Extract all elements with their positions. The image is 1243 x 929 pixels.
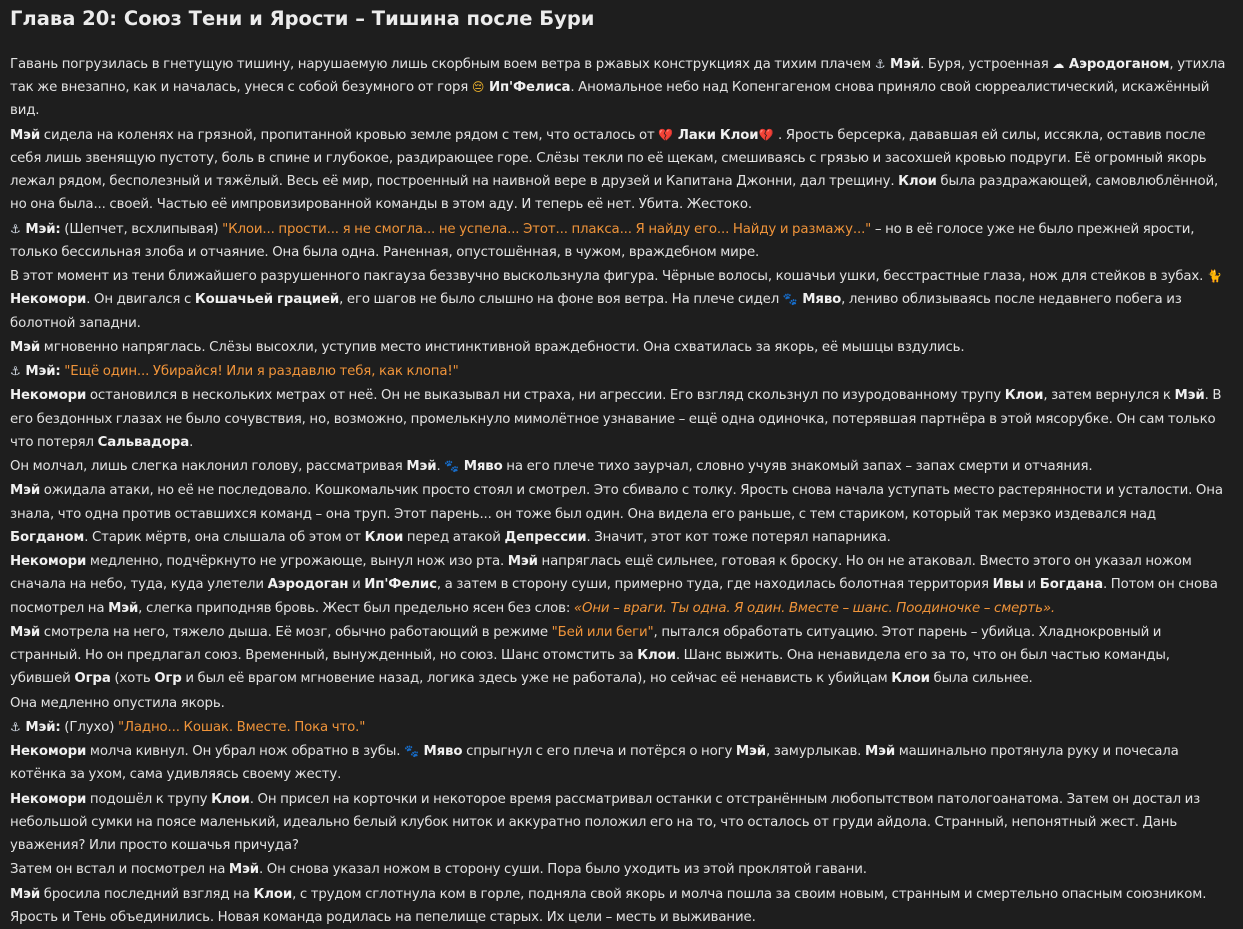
text-run: . Он присел на корточки и некоторое время рассматривал останки с отстранённым любопытством патологоанатома. Затем он достал из небольшой сумки на поясе маленький, идеально белый клубок ниток и аккуратно положил его на то, что осталось от груди айдола. Странный, непонятный жест. Дань уважения? Или просто кошачья причуда?: [10, 791, 1201, 854]
bold-name: Мэй: [108, 600, 139, 616]
text-run: , а затем в сторону суши, примерно туда, где находилась болотная территория: [436, 577, 993, 593]
text-run: была раздражающей, самовлюблённой, но она была... своей. Частью её импровизированной команды в этом аду. И теперь её нет. Убита. Жестоко.: [10, 174, 1219, 213]
text-run: медленно, подчёркнуто не угрожающе, вынул нож изо рта.: [86, 554, 508, 570]
bold-name: Мяво: [463, 459, 503, 475]
paw-icon: 🐾: [444, 459, 460, 474]
bold-name: Мэй: [10, 483, 41, 499]
bold-name: Мэй: [864, 744, 896, 760]
text-run: подошёл к трупу: [86, 791, 212, 807]
bold-name: Ип'Фелис: [364, 577, 437, 593]
text-run: . Значит, этот кот тоже потерял напарника.: [586, 529, 891, 545]
dialogue-quote: "Клои... прости... я не смогла... не успела... Этот... плакса... Я найду его... Найду и размажу...": [222, 221, 872, 237]
bold-name: Мэй: [10, 339, 41, 355]
text-run: спрыгнул с его плеча и потёрся о ногу: [462, 744, 736, 760]
story-paragraph: [10, 788, 1233, 858]
text-run: . Шанс выжить. Она ненавидела его за то, что он был частью команды, убившей: [10, 648, 1170, 687]
bold-name: Мэй: [735, 744, 767, 760]
text-run: , затем вернулся к: [1043, 388, 1175, 404]
text-run: . Он двигался с: [86, 292, 195, 308]
text-run: молча кивнул. Он убрал нож обратно в зубы.: [86, 744, 405, 760]
story-paragraph: [10, 550, 1233, 620]
text-run: перед атакой: [403, 529, 505, 545]
text-run: . Буря, устроенная: [920, 57, 1053, 72]
text-run: . Ярость берсерка, дававшая ей силы, иссякла, оставив после себя лишь звенящую пустоту, боль в спине и глубокое, раздирающее горе. Слёзы текли по её щекам, смешиваясь с грязью и засохшей кровью подруги. Её огромный якорь лежал рядом, бесполезный и тяжёлый. Весь её мир, построенный на наивной вере в друзей и Капитана Джонни, дал трещину.: [10, 127, 1207, 190]
broken-heart-icon: 💔: [658, 127, 674, 142]
text-run: , утихла так же внезапно, как и началась, унеся с собой безумного от горя: [10, 57, 1226, 96]
broken-heart-icon: 💔: [758, 127, 774, 142]
bold-name: Аэродоганом: [1068, 57, 1170, 72]
text-run: (Шепчет, всхлипывая): [60, 221, 223, 237]
story-paragraph: [10, 479, 1233, 549]
story-paragraph: [10, 265, 1233, 335]
bold-name: Клои: [637, 648, 676, 664]
bold-name: Мэй: [1174, 388, 1205, 404]
bold-name: Богдана: [1039, 577, 1103, 593]
story-body: [10, 53, 1233, 929]
bold-name: Некомори: [10, 388, 87, 404]
dialogue-quote: "Ладно... Кошак. Вместе. Пока что.": [117, 719, 366, 735]
bold-name: Некомори: [10, 554, 87, 570]
bold-name: Клои: [1004, 388, 1044, 404]
text-run: . Потом он снова посмотрел на: [10, 577, 1218, 616]
bold-name: Богданом: [10, 529, 85, 545]
bold-name: Клои: [891, 671, 930, 687]
bold-name: Депрессии: [504, 529, 587, 545]
bold-name: Мэй: [10, 127, 41, 143]
text-run: и: [348, 577, 365, 593]
bold-name: Некомори: [10, 744, 87, 760]
text-run: , его шагов не было слышно на фоне воя ветра. На плече сидел: [339, 292, 783, 308]
text-run: бросила последний взгляд на: [40, 886, 254, 902]
text-run: . Аномальное небо над Копенгагеном снова приняло свой сюрреалистический, искажённый вид.: [10, 80, 1210, 119]
text-run: , лениво облизываясь после недавнего побега из болотной западни.: [10, 292, 1182, 331]
anchor-icon: ⚓: [10, 221, 21, 236]
story-paragraph: [10, 883, 1233, 929]
text-run: Затем он встал и посмотрел на: [10, 862, 229, 878]
text-run: машинально протянула руку и почесала котёнка за ухом, сама удивляясь своему жесту.: [10, 744, 1179, 783]
bold-name: Мэй:: [25, 364, 61, 380]
text-run: и был её врагом мгновение назад, логика здесь уже не работала), но сейчас её ненависть к убийцам: [181, 671, 892, 687]
story-paragraph: [10, 360, 1233, 383]
bold-name: Лаки Клои: [677, 127, 759, 143]
bold-name: Мэй: [507, 554, 538, 570]
text-run: остановился в нескольких метрах от неё. Он не выказывал ни страха, ни агрессии. Его взгляд скользнул по изуродованному трупу: [86, 388, 1005, 404]
bold-name: Мэй: [10, 886, 41, 902]
bold-name: Мэй:: [25, 719, 61, 735]
bold-name: Некомори: [10, 292, 87, 308]
bold-name: Кошачьей грацией: [194, 292, 340, 308]
bold-name: Мэй: [406, 459, 437, 475]
bold-name: Мяво: [423, 744, 463, 760]
bold-name: Сальвадора: [97, 434, 190, 450]
sad-face-icon: 😔: [471, 80, 485, 95]
paw-icon: 🐾: [404, 744, 419, 759]
text-run: . В его бездонных глазах не было сочувствия, но, возможно, промелькнуло мимолётное узнавание – ещё одна одиночка, потерявшая партнёра в этой мясорубке. Он сам только что потерял: [10, 388, 1222, 450]
text-run: В этот момент из тени ближайшего разрушенного пакгауза беззвучно выскользнула фигура. Чёрные волосы, кошачьи ушки, бесстрастные глаза, нож для стейков в зубах.: [10, 269, 1207, 285]
text-run: (хоть: [110, 671, 155, 687]
story-paragraph: [10, 124, 1233, 217]
bold-name: Клои: [211, 791, 250, 807]
story-paragraph: [10, 692, 1233, 715]
anchor-icon: ⚓: [10, 719, 21, 734]
chapter-title: Глава 20: Союз Тени и Ярости – Тишина после Бури: [10, 7, 595, 30]
text-run: и: [1023, 577, 1040, 593]
story-paragraph: [10, 858, 1233, 881]
text-run: , с трудом сглотнула ком в горле, подняла свой якорь и молча пошла за своим новым, странным и смертельно опасным союзником. Ярость и Тень объединились. Новая команда родилась на пепелище старых. Их цели – месть и выживание.: [10, 886, 1207, 925]
bold-name: Мэй: [228, 862, 260, 878]
cloud-icon: ☁: [1052, 57, 1065, 71]
text-run: Гавань погрузилась в гнетущую тишину, нарушаемую лишь скорбным воем ветра в ржавых конструкциях да тихим плачем: [10, 57, 875, 72]
text-run: напряглась ещё сильнее, готовая к броску. Но он не атаковал. Вместо этого он указал ножом сначала на небо, туда, куда улетели: [10, 554, 1192, 593]
text-run: , пытался обработать ситуацию. Этот парень – убийца. Хладнокровный и странный. Но он предлагал союз. Временный, вынужденный, но союз. Шанс отомстить за: [10, 624, 1162, 664]
story-paragraph: [10, 336, 1233, 359]
italic-quote: «Они – враги. Ты одна. Я один. Вместе – шанс. Поодиночке – смерть».: [573, 600, 1056, 616]
story-paragraph: [10, 218, 1233, 264]
text-run: смотрела на него, тяжело дыша. Её мозг, обычно работающий в режиме: [40, 624, 552, 640]
text-run: Он молчал, лишь слегка наклонил голову, рассматривая: [10, 459, 407, 475]
dialogue-quote: "Ещё один... Убирайся! Или я раздавлю тебя, как клопа!": [64, 364, 459, 380]
text-run: – но в её голосе уже не было прежней ярости, только бессильная злоба и отчаяние. Она была одна. Раненная, опустошённая, в чужом, враждебном мире.: [10, 221, 1195, 260]
text-run: , замурлыкав.: [766, 744, 865, 760]
text-run: мгновенно напряглась. Слёзы высохли, уступив место инстинктивной враждебности. Она схватилась за якорь, её мышцы вздулись.: [40, 339, 965, 355]
story-paragraph: [10, 455, 1233, 478]
text-run: (Глухо): [60, 719, 118, 735]
bold-name: Мэй: [10, 624, 41, 640]
story-paragraph: [10, 53, 1233, 123]
text-run: ожидала атаки, но её не последовало. Кошкомальчик просто стоял и смотрел. Это сбивало с толку. Ярость снова начала уступать место растерянности и усталости. Она знала, что одна против оставшихся команд – она труп. Этот парень... он тоже был один. Она видела его раньше, с тем стариком, который так мерзко издевался над: [10, 483, 1223, 522]
text-run: , слегка приподняв бровь. Жест был предельно ясен без слов:: [138, 600, 574, 616]
text-run: на его плече тихо заурчал, словно учуяв знакомый запах – запах смерти и отчаяния.: [502, 459, 1093, 475]
text-run: .: [189, 434, 194, 450]
bold-name: Мяво: [802, 292, 842, 308]
bold-name: Ип'Фелиса: [488, 80, 571, 96]
story-paragraph: [10, 716, 1233, 739]
bold-name: Ивы: [992, 577, 1024, 593]
bold-name: Огра: [74, 671, 111, 687]
bold-name: Мэй:: [25, 221, 61, 237]
bold-name: Огр: [154, 671, 182, 687]
text-run: . Старик мёртв, она слышала об этом от: [84, 529, 365, 545]
text-run: .: [436, 459, 445, 475]
story-paragraph: [10, 740, 1233, 786]
bold-name: Клои: [898, 174, 937, 190]
text-run: была сильнее.: [929, 671, 1033, 687]
story-paragraph: [10, 384, 1233, 454]
bold-name: Клои: [364, 529, 404, 545]
bold-name: Мэй: [890, 57, 921, 72]
anchor-icon: ⚓: [874, 57, 886, 71]
text-run: сидела на коленях на грязной, пропитанной кровью земле рядом с тем, что осталось от: [40, 127, 659, 143]
bold-name: Аэродоган: [267, 577, 349, 593]
bold-name: Клои: [253, 886, 293, 902]
anchor-icon: ⚓: [10, 364, 21, 379]
cat-icon: 🐈: [1206, 269, 1222, 284]
bold-name: Некомори: [10, 791, 87, 807]
story-paragraph: [10, 621, 1233, 691]
paw-icon: 🐾: [782, 292, 798, 307]
text-run: . Он снова указал ножом в сторону суши. Пора было уходить из этой проклятой гавани.: [259, 862, 867, 878]
dialogue-quote: "Бей или беги": [551, 624, 654, 640]
text-run: Она медленно опустила якорь.: [10, 695, 225, 711]
